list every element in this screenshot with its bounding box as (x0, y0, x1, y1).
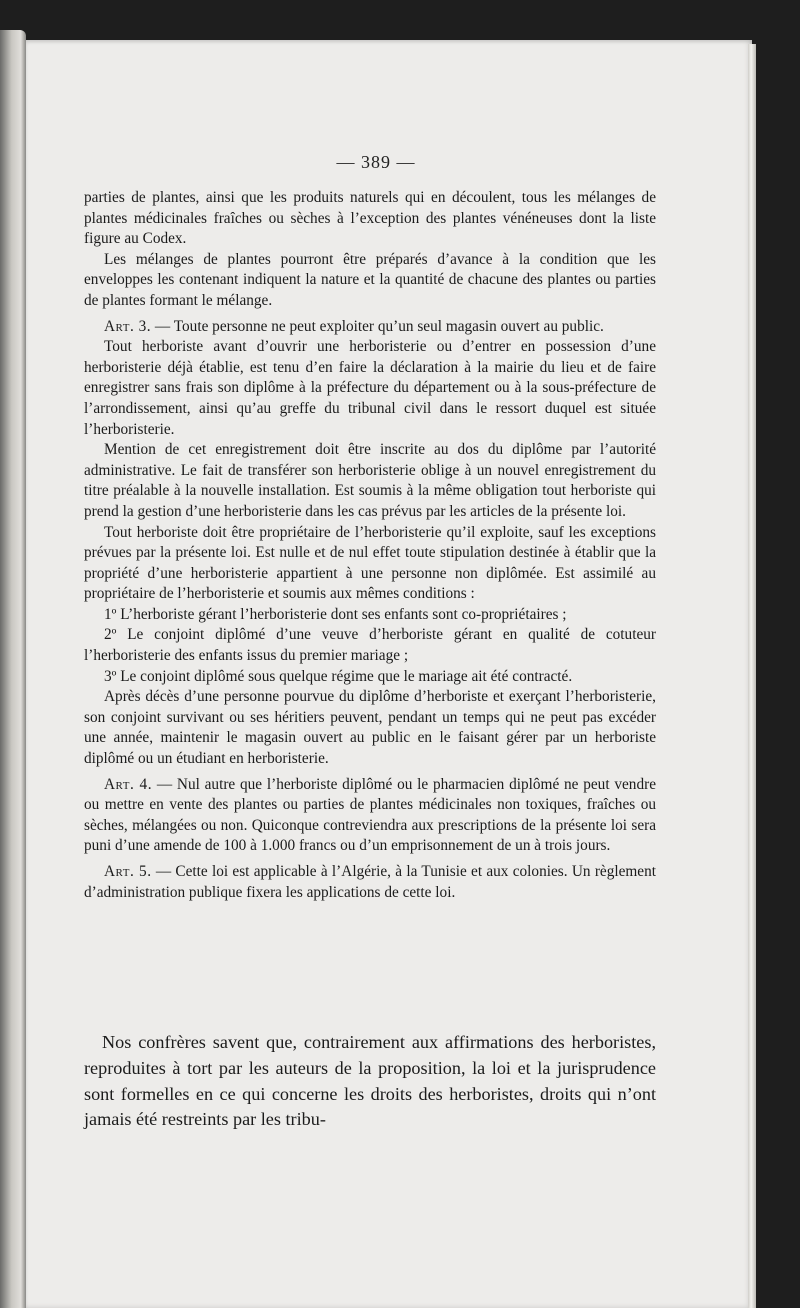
article-paragraph (84, 862, 656, 903)
paragraph: Tout herboriste doit être propriétaire de l’herboristerie qu’il exploite, sauf les exceptions prévues par la présente loi. Est nulle et de nul effet toute stipulation destinée à établir que la propriété d’une herboristerie appartient à une personne non diplômée. Est assimilé au propriétaire de l’herboristerie et soumis aux mêmes conditions : (84, 523, 656, 603)
paragraph: Mention de cet enregistrement doit être inscrite au dos du diplôme par l’autorité administrative. Le fait de transférer son herboristerie oblige à un nouvel enregistrement du titre préalable à la nouvelle installation. Est soumis à la même obligation tout herboriste qui prend la gestion d’une herboristerie dans les cas prévus par les articles de la présente loi. (84, 441, 656, 520)
paragraph: Après décès d’une personne pourvue du diplôme d’herboriste et exerçant l’herboristerie, son conjoint survivant ou ses héritiers peuvent, pendant un temps qui ne peut pas excéder une année, maintenir le magasin ouvert au public en le faisant gérer par un herboriste diplômé ou un étudiant en herboristerie. (84, 688, 656, 768)
commentary-text (84, 1030, 656, 1133)
list-item: 2º Le conjoint diplômé d’une veuve d’herboriste gérant en qualité de cotuteur l’herboristerie des enfants issus du premier mariage ; (84, 626, 656, 665)
paragraph: Nos confrères savent que, contrairement aux affirmations des herboristes, reproduites à tort par les auteurs de la proposition, la loi et la jurisprudence sont formelles en ce qui concerne les droits des herboristes, droits qui n’ont jamais été restreints par les tribu- (84, 1032, 656, 1130)
page-number: — 389 — (336, 152, 416, 172)
article-text: — Toute personne ne peut exploiter qu’un seul magasin ouvert au public. (151, 317, 604, 335)
article-label: Art. 5. (104, 863, 152, 880)
paragraph: Tout herboriste avant d’ouvrir une herboristerie ou d’entrer en possession d’une herboristerie déjà établie, est tenu d’en faire la déclaration à la mairie du lieu et de faire enregistrer sans frais son diplôme à la préfecture du département ou à la sous-préfecture de l’arrondissement, ainsi qu’au greffe du tribunal civil dans le ressort duquel est située l’herboristerie. (84, 338, 656, 438)
paragraph: parties de plantes, ainsi que les produits naturels qui en découlent, tous les mélanges de plantes médicinales fraîches ou sèches à l’exception des plantes vénéneuses dont la liste figure au Codex. (84, 189, 656, 248)
article-text: — Cette loi est applicable à l’Algérie, à la Tunisie et aux colonies. Un règlement d’administration publique fixera les applications de cette loi. (84, 863, 656, 901)
article-label: Art. 3. (104, 317, 152, 335)
paragraph: Les mélanges de plantes pourront être préparés d’avance à la condition que les enveloppes les contenant indiquent la nature et la quantité de chacune des plantes ou parties de plantes formant le mélange. (84, 250, 656, 309)
law-text (84, 188, 656, 903)
list-item: 1º L’herboriste gérant l’herboristerie dont ses enfants sont co-propriétaires ; (104, 605, 567, 623)
article-text: — Nul autre que l’herboriste diplômé ou le pharmacien diplômé ne peut vendre ou mettre en vente des plantes ou parties de plantes médicinales non toxiques, fraîches ou sèches, mélangées ou non. Quiconque contreviendra aux prescriptions de la présente loi sera puni d’une amende de 100 à 1.000 francs ou d’un emprisonnement de un à trois jours. (84, 775, 656, 855)
book-page (26, 40, 752, 1308)
article-paragraph (84, 317, 656, 338)
list-item: 3º Le conjoint diplômé sous quelque régime que le mariage ait été contracté. (104, 667, 573, 685)
article-label: Art. 4. (104, 775, 153, 793)
facing-page-edge (0, 30, 26, 1308)
article-paragraph (84, 775, 656, 857)
page-edge (748, 44, 756, 1308)
